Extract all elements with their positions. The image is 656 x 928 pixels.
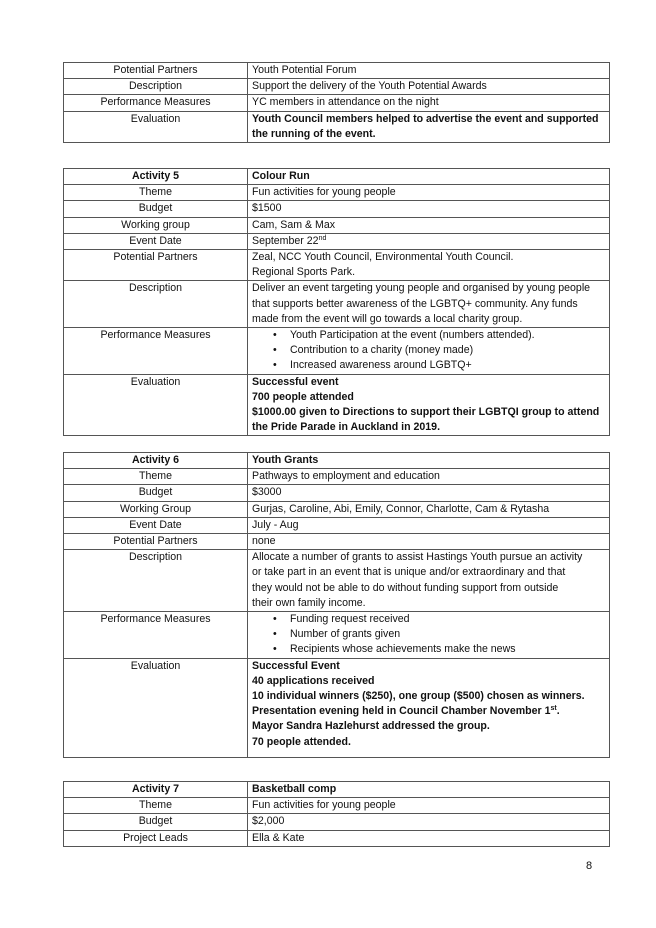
activity-5-table <box>63 168 610 436</box>
table-row <box>64 233 610 249</box>
row-label: Performance Measures <box>64 328 248 375</box>
row-label: Budget <box>64 485 248 501</box>
table-row <box>64 185 610 201</box>
activity-title: Colour Run <box>248 169 610 185</box>
row-label: Potential Partners <box>64 534 248 550</box>
description-value: Deliver an event targeting young people and organised by young people that supports better awareness of the LGBTQ+ community. Any funds made from the event will go towards a local charity group. <box>248 281 610 328</box>
table-header-row <box>64 782 610 798</box>
row-label: Potential Partners <box>64 63 248 79</box>
table-row <box>64 550 610 612</box>
table-row <box>64 501 610 517</box>
activity-title: Youth Grants <box>248 453 610 469</box>
evaluation-line: the running of the event. <box>252 127 376 140</box>
row-label: Evaluation <box>64 111 248 142</box>
table-row <box>64 217 610 233</box>
table-row <box>64 814 610 830</box>
evaluation-value: Successful event 700 people attended $1000.00 given to Directions to support their LGBTQI group to attend the Pride Parade in Auckland in 2019. <box>248 374 610 436</box>
table-row <box>64 250 610 281</box>
partners-value: none <box>248 534 610 550</box>
table-row <box>64 281 610 328</box>
list-item: • Funding request received <box>290 612 605 627</box>
evaluation-line: Youth Council members helped to advertise the event and supported <box>252 112 599 125</box>
row-label: Working Group <box>64 501 248 517</box>
budget-value: $1500 <box>248 201 610 217</box>
activity-label: Activity 5 <box>64 169 248 185</box>
evaluation-value: Successful Event 40 applications received 10 individual winners ($250), one group ($500) chosen as winners. Presentation evening held in Council Chamber November 1st. Mayor Sandra Hazlehurst addressed the group. 70 people attended. <box>248 658 610 757</box>
page-number: 8 <box>586 860 593 872</box>
list-item: • Increased awareness around LGBTQ+ <box>290 358 605 373</box>
row-label: Theme <box>64 185 248 201</box>
event-date-value: September 22nd <box>248 233 610 249</box>
event-date-value: July - Aug <box>248 517 610 533</box>
partners-value: Zeal, NCC Youth Council, Environmental Youth Council. Regional Sports Park. <box>248 250 610 281</box>
table-row <box>64 374 610 436</box>
performance-measures-value <box>248 328 610 375</box>
row-label: Budget <box>64 814 248 830</box>
table-row <box>64 95 610 111</box>
theme-value: Pathways to employment and education <box>248 469 610 485</box>
table-row <box>64 111 610 142</box>
table-row <box>64 328 610 375</box>
theme-value: Fun activities for young people <box>248 798 610 814</box>
row-label: Working group <box>64 217 248 233</box>
table-row <box>64 534 610 550</box>
working-group-value: Gurjas, Caroline, Abi, Emily, Connor, Charlotte, Cam & Rytasha <box>248 501 610 517</box>
table-header-row <box>64 453 610 469</box>
list-item: • Recipients whose achievements make the news <box>290 642 605 657</box>
row-value: Youth Potential Forum <box>248 63 610 79</box>
list-item: • Number of grants given <box>290 627 605 642</box>
row-label: Description <box>64 550 248 612</box>
table-row <box>64 201 610 217</box>
budget-value: $3000 <box>248 485 610 501</box>
table-row <box>64 612 610 659</box>
table-header-row <box>64 169 610 185</box>
project-leads-value: Ella & Kate <box>248 830 610 846</box>
list-item: • Contribution to a charity (money made) <box>290 343 605 358</box>
row-label: Theme <box>64 798 248 814</box>
activity-4-table-continued <box>63 62 610 143</box>
table-row <box>64 485 610 501</box>
evaluation-value <box>248 111 610 142</box>
row-label: Performance Measures <box>64 95 248 111</box>
row-value: YC members in attendance on the night <box>248 95 610 111</box>
theme-value: Fun activities for young people <box>248 185 610 201</box>
row-label: Theme <box>64 469 248 485</box>
row-label: Event Date <box>64 233 248 249</box>
table-row <box>64 798 610 814</box>
budget-value: $2,000 <box>248 814 610 830</box>
table-row <box>64 469 610 485</box>
performance-measures-value <box>248 612 610 659</box>
row-label: Evaluation <box>64 658 248 757</box>
row-value: Support the delivery of the Youth Potential Awards <box>248 79 610 95</box>
table-row <box>64 658 610 757</box>
activity-7-table <box>63 781 610 847</box>
row-label: Budget <box>64 201 248 217</box>
list-item: • Youth Participation at the event (numbers attended). <box>290 328 605 343</box>
row-label: Project Leads <box>64 830 248 846</box>
activity-label: Activity 6 <box>64 453 248 469</box>
activity-6-table <box>63 452 610 758</box>
row-label: Description <box>64 281 248 328</box>
row-label: Potential Partners <box>64 250 248 281</box>
activity-label: Activity 7 <box>64 782 248 798</box>
row-label: Performance Measures <box>64 612 248 659</box>
row-label: Evaluation <box>64 374 248 436</box>
description-value: Allocate a number of grants to assist Hastings Youth pursue an activity or take part in an event that is unique and/or extraordinary and that they would not be able to do without funding support from outside their own family income. <box>248 550 610 612</box>
row-label: Description <box>64 79 248 95</box>
row-label: Event Date <box>64 517 248 533</box>
working-group-value: Cam, Sam & Max <box>248 217 610 233</box>
table-row <box>64 830 610 846</box>
table-row <box>64 63 610 79</box>
table-row <box>64 79 610 95</box>
table-row <box>64 517 610 533</box>
activity-title: Basketball comp <box>248 782 610 798</box>
